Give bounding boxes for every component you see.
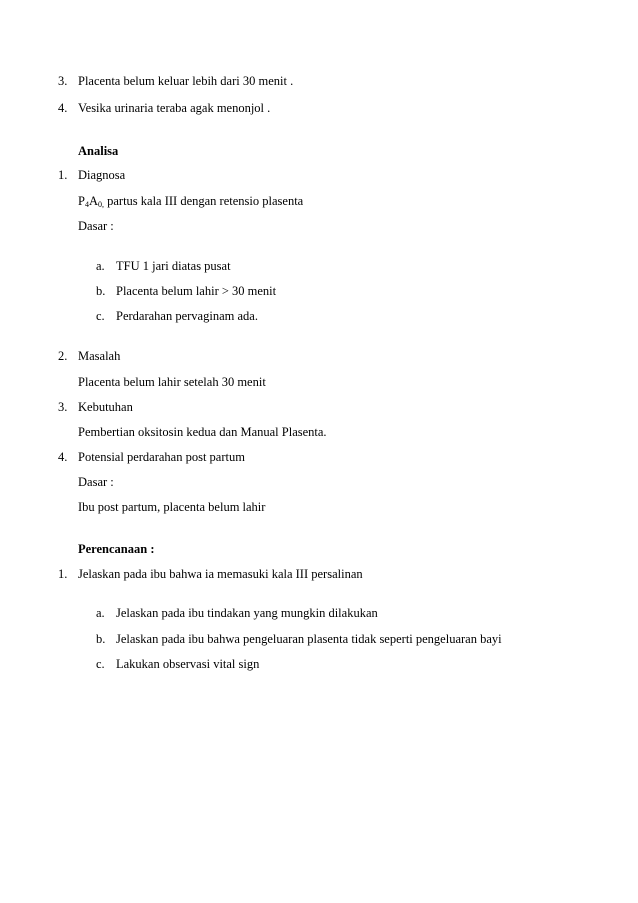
sub-item-text: TFU 1 jari diatas pusat xyxy=(116,259,231,273)
list-item-text: Vesika urinaria teraba agak menonjol . xyxy=(78,101,271,115)
sub-item-text: Perdarahan pervaginam ada. xyxy=(116,309,258,323)
sub-item-text: Placenta belum lahir > 30 menit xyxy=(116,284,277,298)
list-number: 2. xyxy=(58,349,68,363)
list-number: 4. xyxy=(58,101,68,115)
dasar-label: Dasar : xyxy=(78,475,114,489)
sub-item-text: Lakukan observasi vital sign xyxy=(116,657,260,671)
section-heading-perencanaan: Perencanaan : xyxy=(78,542,155,556)
list-number: 3. xyxy=(58,74,68,88)
potensial-text: Ibu post partum, placenta belum lahir xyxy=(78,500,266,514)
section-heading-analisa: Analisa xyxy=(78,144,119,158)
sub-item-letter: b. xyxy=(96,284,106,298)
sub-item-text: Jelaskan pada ibu tindakan yang mungkin dilakukan xyxy=(116,606,378,620)
list-number: 1. xyxy=(58,567,68,581)
dasar-label: Dasar : xyxy=(78,219,114,233)
potensial-label: Potensial perdarahan post partum xyxy=(78,450,245,464)
kebutuhan-text: Pembertian oksitosin kedua dan Manual Plasenta. xyxy=(78,425,327,439)
list-number: 3. xyxy=(58,400,68,414)
masalah-label: Masalah xyxy=(78,349,121,363)
masalah-text: Placenta belum lahir setelah 30 menit xyxy=(78,375,266,389)
perencanaan-item-text: Jelaskan pada ibu bahwa ia memasuki kala III persalinan xyxy=(78,567,363,581)
sub-item-letter: a. xyxy=(96,259,105,273)
sub-item-letter: c. xyxy=(96,309,105,323)
sub-item-letter: c. xyxy=(96,657,105,671)
kebutuhan-label: Kebutuhan xyxy=(78,400,133,414)
list-item-text: Placenta belum keluar lebih dari 30 menit . xyxy=(78,74,294,88)
sub-item-letter: b. xyxy=(96,632,106,646)
list-number: 1. xyxy=(58,168,68,182)
diagnosa-label: Diagnosa xyxy=(78,168,126,182)
sub-item-text: Jelaskan pada ibu bahwa pengeluaran plasenta tidak seperti pengeluaran bayi xyxy=(116,632,502,646)
list-number: 4. xyxy=(58,450,68,464)
sub-item-letter: a. xyxy=(96,606,105,620)
diagnosa-text: $P_4A_{0,}$ partus kala III dengan retensio plasenta xyxy=(78,194,304,209)
